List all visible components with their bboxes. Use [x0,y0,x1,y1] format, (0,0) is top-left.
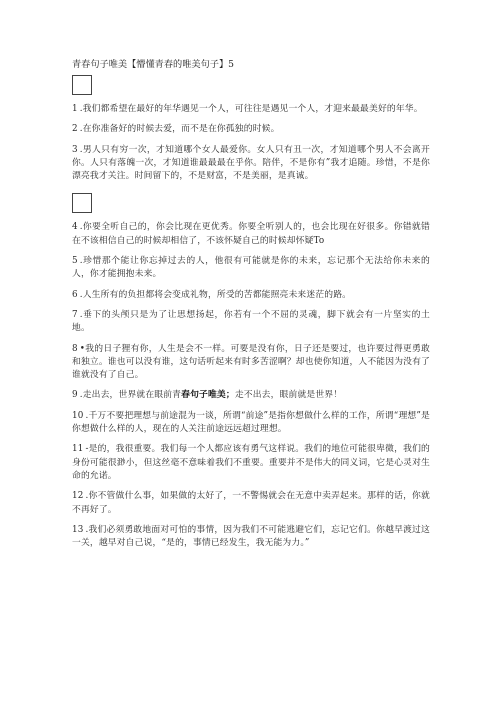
paragraph-number: 12 [72,491,84,502]
paragraph-11 [72,443,430,483]
paragraph-number: 3 [72,144,78,155]
paragraph-text: .垂下的头颅只是为了让思想扬起，你若有一个不屈的灵魂，脚下就会有一片坚实的土地。 [72,309,430,334]
paragraph-number: 5 [72,256,78,267]
paragraph-8 [72,343,430,383]
paragraph-text-after: 走不出去，眼前就是世界！ [234,390,343,401]
paragraph-text: •我的日子狸有你，人生是会不一样。可要是没有你，日子还是要过，也许要过得更勇敢和独立。谁也可以没有谁，这句话听起来有时多苦涩啊？却也使你知道，人不能因为没有了谁就没有了自己。 [72,343,430,381]
paragraph-text: .你要全听自己的，你会比现在更优秀。你要全听别人的，也会比现在好很多。你错就错在不该相信自己的时候却相信了，不该怀疑自己的时候却怀疑To [72,222,430,246]
paragraph-4 [72,221,430,248]
paragraph-text: .在你准备好的时候去爱，而不是在你孤独的时候。 [79,124,280,135]
paragraph-3 [72,144,430,184]
paragraph-5 [72,255,430,282]
paragraph-number: 4 [72,222,78,233]
paragraph-number: 11 [72,444,84,455]
paragraph-number: 9 [72,390,78,401]
paragraph-10 [72,410,430,437]
paragraph-number: 13 [72,524,84,535]
paragraph-text: .我们必须勇敢地面对可怕的事情，因为我们不可能逃避它们，忘记它们。你越早渡过这一关，越早对自己说，“是的，事情已经发生，我无能为力。” [72,524,430,549]
paragraph-12 [72,490,430,517]
paragraph-text-before: .走出去，世界就在眼前青 [79,390,182,401]
paragraph-number: 8 [72,343,78,354]
paragraph-9 [72,389,430,402]
paragraph-text: .男人只有穷一次，才知道哪个女人最爱你。女人只有丑一次，才知道哪个男人不会离开你。人只有落魄一次，才知道谁最最最在乎你。陪伴，不是你有”我才追随。珍惜，不是你漂亮我才关注。时间留下的，不是财富，不是美丽，是真诚。 [72,144,430,182]
paragraph-text-bold: 春句子唯美； [181,390,235,401]
paragraph-number: 2 [72,124,78,135]
paragraph-6 [72,289,430,302]
image-placeholder-2 [72,193,92,213]
paragraph-text: .你不管做什么事，如果做的太好了，一不警惕就会在无意中卖弄起来。那样的话，你就不再好了。 [72,491,430,515]
paragraph-number: 10 [72,410,84,421]
paragraph-text: .千万不要把理想与前途混为一谈，所谓“前途”是指你想做什么样的工作，所谓“理想”是你想做什么样的人，现在的人关注前途远远超过理想。 [72,410,430,435]
image-placeholder-1 [72,75,92,95]
document-title: 青春句子唯美【懵懂青春的唯美句子】5 [72,59,235,70]
paragraph-1 [72,103,430,116]
paragraph-number: 7 [72,309,78,320]
paragraph-text: -是的，我很重要。我们每一个人都应该有勇气这样说。我们的地位可能很卑微，我们的身份可能很渺小，但这丝毫不意味着我们不重要。重要并不是伟大的同义词，它是心灵对生命的允诺。 [72,444,430,481]
paragraph-text: .人生所有的负担都将会变成礼物，所受的苦都能照亮未来迷茫的路。 [79,289,352,300]
paragraph-text: .珍惜那个能让你忘掉过去的人，他很有可能就是你的未来，忘记那个无法给你未来的人，你才能拥抱未来。 [72,256,430,280]
paragraph-7 [72,309,430,336]
paragraph-number: 1 [72,104,78,114]
paragraph-2 [72,123,430,136]
paragraph-text: .我们都希望在最好的年华遇见一个人，可往往是遇见一个人，才迎来最最美好的年华。 [79,104,423,114]
paragraph-13 [72,524,430,551]
paragraph-number: 6 [72,289,78,300]
